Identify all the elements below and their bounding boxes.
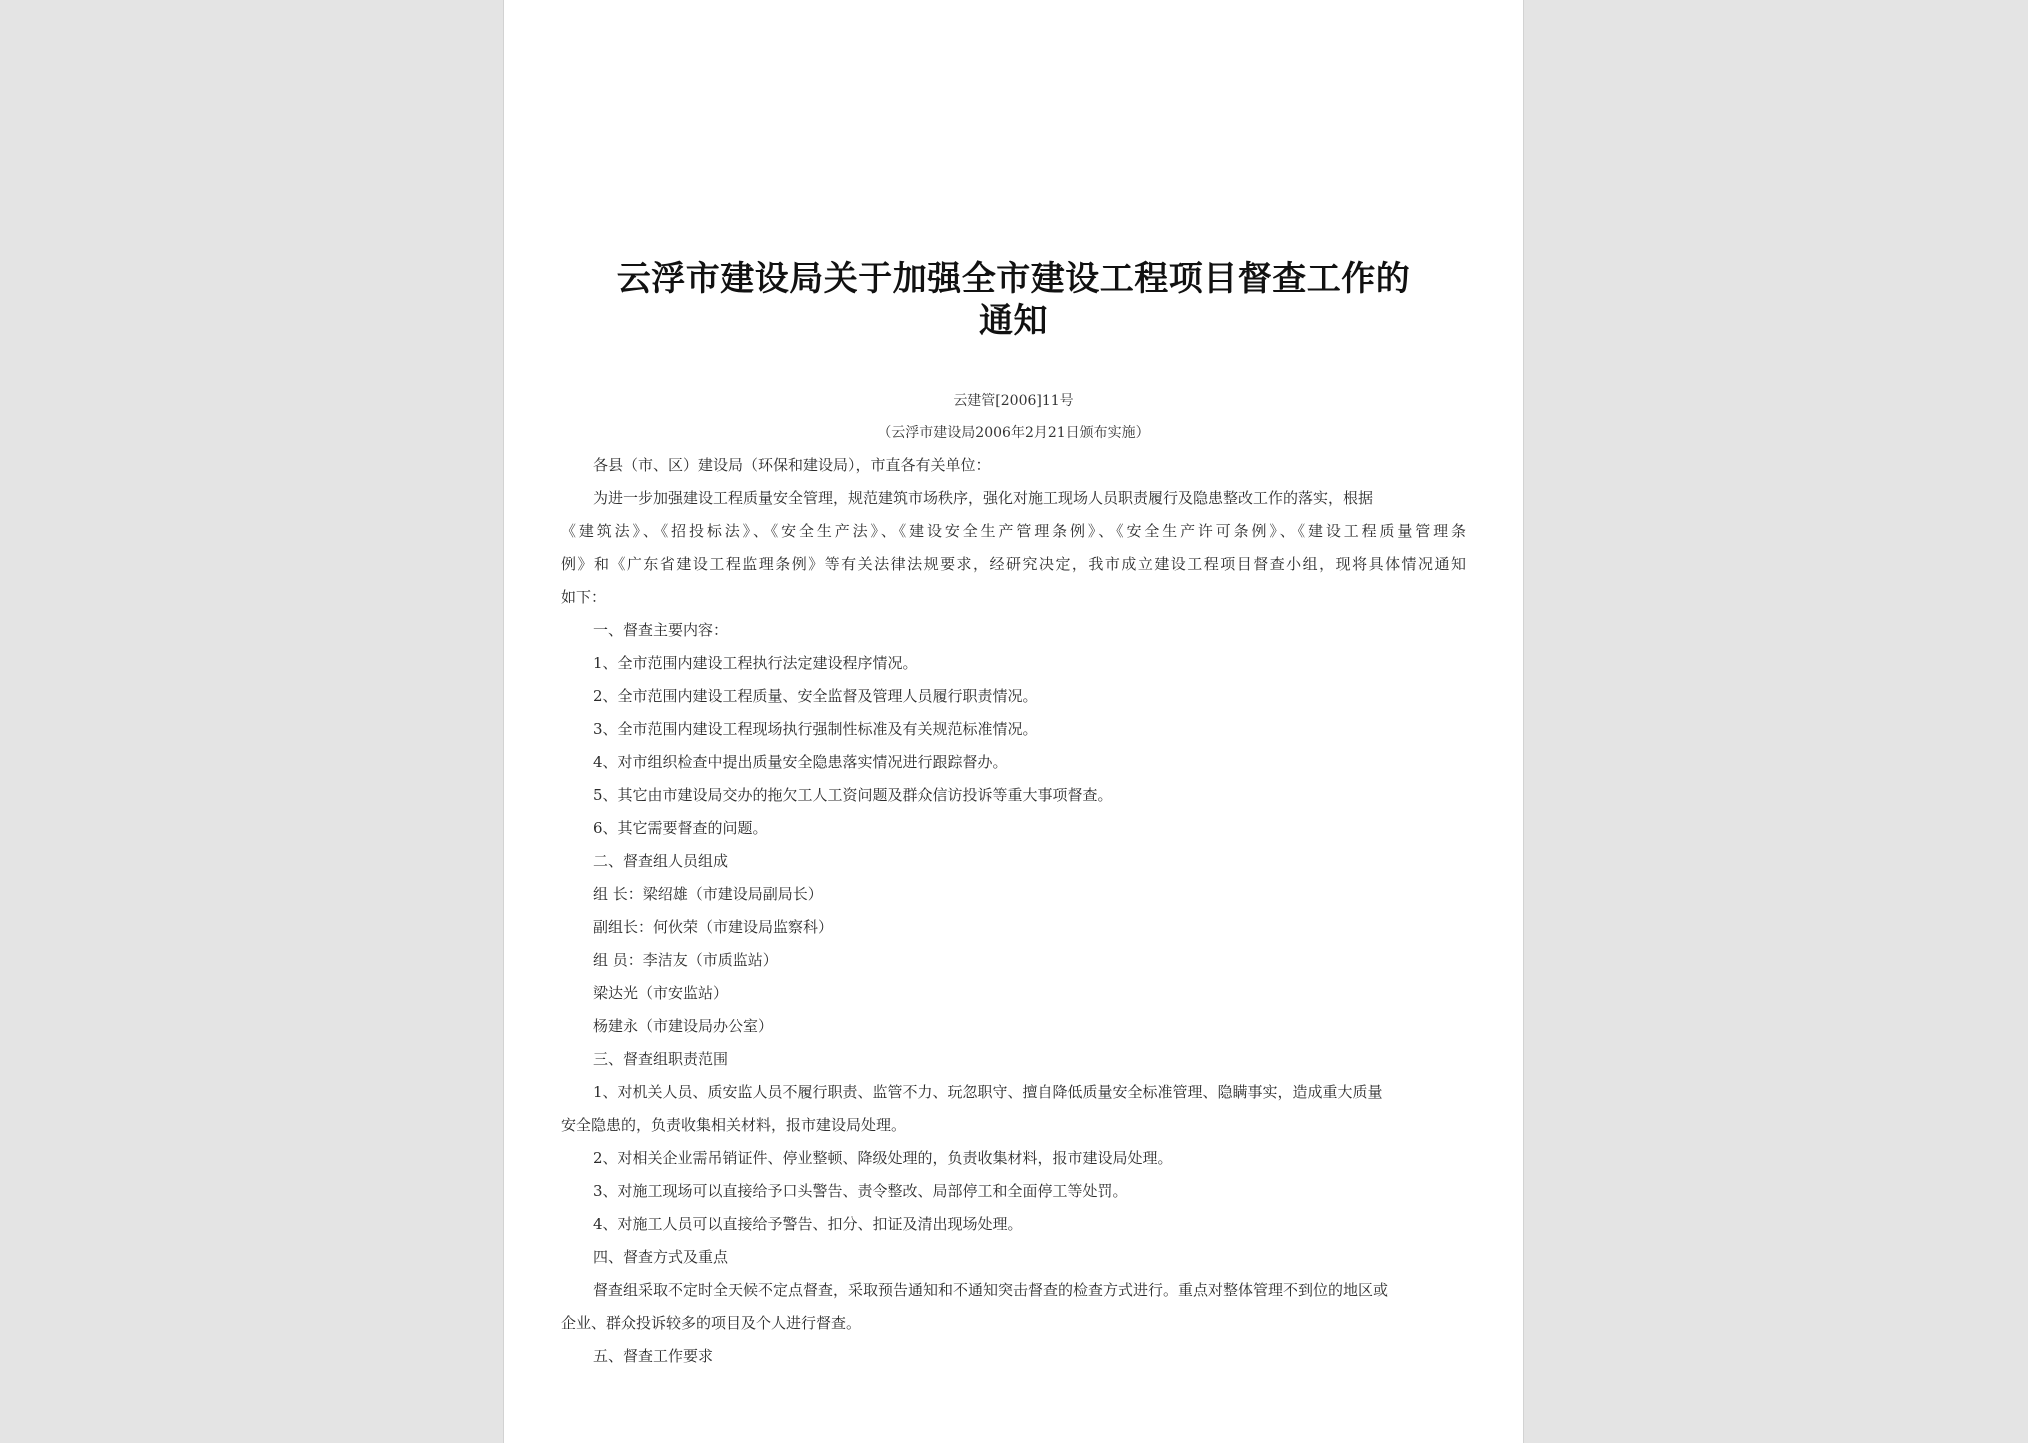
title-line-2: 通知 — [979, 301, 1048, 341]
body-line: 《建筑法》、《招投标法》、《安全生产法》、《建设安全生产管理条例》、《安全生产许可条例》、《建设工程质量管理条 — [561, 522, 1466, 540]
list-item: 2、全市范围内建设工程质量、安全监督及管理人员履行职责情况。 — [593, 687, 1038, 705]
list-item: 4、对施工人员可以直接给予警告、扣分、扣证及清出现场处理。 — [593, 1215, 1023, 1233]
document-page — [504, 0, 1523, 1443]
list-item: 6、其它需要督查的问题。 — [593, 819, 768, 837]
list-item: 3、全市范围内建设工程现场执行强制性标准及有关规范标准情况。 — [593, 720, 1038, 738]
member-line: 副组长：何伙荣（市建设局监察科） — [593, 918, 834, 936]
section-heading: 三、督查组职责范围 — [593, 1050, 729, 1068]
section-heading: 二、督查组人员组成 — [593, 852, 729, 870]
list-item: 2、对相关企业需吊销证件、停业整顿、降级处理的，负责收集材料，报市建设局处理。 — [593, 1149, 1173, 1167]
list-item-continued: 安全隐患的，负责收集相关材料，报市建设局处理。 — [561, 1116, 907, 1134]
document-title — [574, 258, 1453, 342]
body-line: 督查组采取不定时全天候不定点督查，采取预告通知和不通知突击督查的检查方式进行。重点对整体管理不到位的地区或 — [593, 1281, 1389, 1299]
member-line: 梁达光（市安监站） — [593, 984, 729, 1002]
list-item: 1、对机关人员、质安监人员不履行职责、监管不力、玩忽职守、擅自降低质量安全标准管理、隐瞒事实，造成重大质量 — [593, 1083, 1383, 1101]
list-item: 3、对施工现场可以直接给予口头警告、责令整改、局部停工和全面停工等处罚。 — [593, 1182, 1128, 1200]
body-line: 企业、群众投诉较多的项目及个人进行督查。 — [561, 1314, 862, 1332]
member-line: 杨建永（市建设局办公室） — [593, 1017, 774, 1035]
issue-note: （云浮市建设局2006年2月21日颁布实施） — [877, 425, 1150, 441]
section-heading: 一、督查主要内容： — [593, 621, 729, 639]
list-item: 5、其它由市建设局交办的拖欠工人工资问题及群众信访投诉等重大事项督查。 — [593, 786, 1113, 804]
section-heading: 四、督查方式及重点 — [593, 1248, 729, 1266]
body-line: 如下： — [561, 588, 607, 606]
body-line: 为进一步加强建设工程质量安全管理，规范建筑市场秩序，强化对施工现场人员职责履行及隐患整改工作的落实，根据 — [593, 489, 1374, 507]
salutation: 各县（市、区）建设局（环保和建设局），市直各有关单位： — [593, 456, 991, 474]
section-heading: 五、督查工作要求 — [593, 1347, 714, 1365]
member-line: 组 员：李洁友（市质监站） — [593, 951, 778, 969]
document-number: 云建管[2006]11号 — [953, 393, 1074, 409]
list-item: 1、全市范围内建设工程执行法定建设程序情况。 — [593, 654, 918, 672]
member-line: 组 长：梁绍雄（市建设局副局长） — [593, 885, 823, 903]
title-line-1: 云浮市建设局关于加强全市建设工程项目督查工作的 — [616, 259, 1411, 299]
list-item: 4、对市组织检查中提出质量安全隐患落实情况进行跟踪督办。 — [593, 753, 1008, 771]
body-line: 例》和《广东省建设工程监理条例》等有关法律法规要求，经研究决定，我市成立建设工程项目督查小组，现将具体情况通知 — [561, 555, 1466, 573]
